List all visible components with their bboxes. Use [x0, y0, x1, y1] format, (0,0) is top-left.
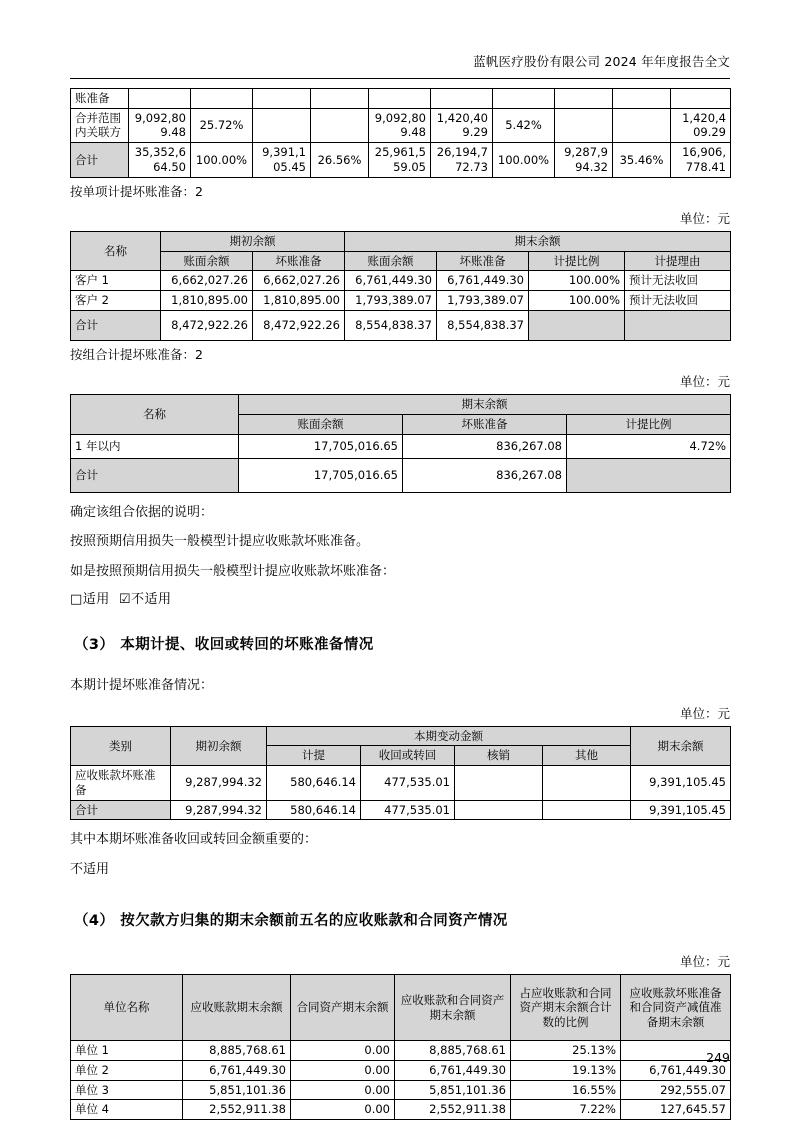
cell: 7.22%	[511, 1100, 621, 1120]
cell: 25,961,559.05	[369, 143, 431, 177]
cell: 9,287,994.32	[171, 766, 267, 800]
cell: 477,535.01	[361, 800, 455, 820]
cell: 0.00	[291, 1060, 395, 1080]
table-row	[71, 766, 731, 800]
cell: 5,851,101.36	[183, 1080, 291, 1100]
cell: 9,391,105.45	[631, 766, 731, 800]
cell: 预计无法收回	[625, 271, 731, 291]
cell-unit-name: 单位 4	[71, 1100, 183, 1120]
cell-aging-label: 1 年以内	[71, 434, 239, 458]
header-opening-balance: 期初余额	[161, 231, 345, 251]
page-header	[70, 52, 730, 79]
top-five-debtors-table	[70, 974, 731, 1120]
cell: 100.00%	[529, 271, 625, 291]
header-ratio: 占应收账款和合同资产期末余额合计数的比例	[511, 975, 621, 1041]
cell: 0.00	[291, 1080, 395, 1100]
header-name: 名称	[71, 231, 161, 270]
cell: 9,287,994.32	[171, 800, 267, 820]
cell	[529, 310, 625, 340]
cell: 0.00	[291, 1100, 395, 1120]
cell: 9,092,809.48	[369, 108, 431, 142]
table-header-row	[71, 251, 731, 271]
applicability-options	[70, 588, 730, 607]
cell: 8,554,838.37	[437, 310, 529, 340]
header-closing-balance: 期末余额	[345, 231, 731, 251]
table-row	[71, 1080, 731, 1100]
cell	[455, 800, 543, 820]
cell	[191, 89, 253, 109]
cell: 836,267.08	[403, 434, 567, 458]
cell-total-label: 合计	[71, 800, 171, 820]
cell	[369, 89, 431, 109]
cell-category: 应收账款坏账准备	[71, 766, 171, 800]
cell: 1,420,409.29	[431, 108, 493, 142]
cell	[555, 108, 613, 142]
continued-aging-table	[70, 88, 731, 178]
cell: 26.56%	[311, 143, 369, 177]
header-provision: 计提	[267, 746, 361, 766]
section-3-footnote-question: 其中本期坏账准备收回或转回金额重要的：	[70, 832, 318, 848]
header-closing-balance: 期末余额	[631, 726, 731, 765]
cell: 1,793,389.07	[437, 291, 529, 311]
checkbox-applicable[interactable]: □	[70, 592, 83, 608]
table-header-row	[71, 726, 731, 746]
header-written-off: 核销	[455, 746, 543, 766]
cell	[311, 108, 369, 142]
cell: 127,645.57	[621, 1100, 731, 1120]
cell: 8,885,768.61	[395, 1041, 511, 1061]
checkbox-not-applicable[interactable]: ☑	[118, 592, 131, 608]
cell-unit-name: 单位 1	[71, 1041, 183, 1061]
cell: 35,352,664.50	[129, 143, 191, 177]
cell	[455, 766, 543, 800]
section-3-heading	[74, 633, 730, 654]
cell: 17,705,016.65	[239, 434, 403, 458]
header-closing-balance: 期末余额	[239, 395, 731, 415]
header-impairment-closing: 应收账款坏账准备和合同资产减值准备期末余额	[621, 975, 731, 1041]
cell: 9,391,105.45	[631, 800, 731, 820]
cell	[543, 800, 631, 820]
cell: 100.00%	[493, 143, 555, 177]
cell: 100.00%	[529, 291, 625, 311]
cell-row-label: 合计	[71, 143, 129, 177]
single-provision-caption: 按单项计提坏账准备：2	[70, 183, 203, 199]
single-item-provision-table	[70, 231, 731, 341]
header-contract-asset-closing: 合同资产期末余额	[291, 975, 395, 1041]
cell-row-label: 账准备	[71, 89, 129, 109]
cell: 580,646.14	[267, 766, 361, 800]
table-row	[71, 1100, 731, 1120]
cell: 35.46%	[613, 143, 671, 177]
table-row	[71, 291, 731, 311]
cell	[613, 89, 671, 109]
unit-label-group: 单位：元	[679, 374, 730, 390]
cell: 6,761,449.30	[395, 1060, 511, 1080]
cell	[493, 89, 555, 109]
table-row	[71, 434, 731, 458]
cell: 1,420,409.29	[671, 108, 731, 142]
header-ar-closing: 应收账款期末余额	[183, 975, 291, 1041]
table-row-total	[71, 310, 731, 340]
cell: 25.72%	[191, 108, 253, 142]
cell: 6,662,027.26	[161, 271, 253, 291]
cell	[671, 89, 731, 109]
cell: 6,761,449.30	[621, 1060, 731, 1080]
table-header-row	[71, 395, 731, 415]
cell	[543, 766, 631, 800]
cell: 1,793,389.07	[345, 291, 437, 311]
header-opening-balance: 期初余额	[171, 726, 267, 765]
cell: 6,761,449.30	[345, 271, 437, 291]
cell: 5,851,101.36	[395, 1080, 511, 1100]
cell: 预计无法收回	[625, 291, 731, 311]
cell-customer-name: 客户 1	[71, 271, 161, 291]
table-header-row	[71, 231, 731, 251]
cell: 477,535.01	[361, 766, 455, 800]
header-open-book-balance: 账面余额	[161, 251, 253, 271]
group-basis-body: 按照预期信用损失一般模型计提应收账款坏账准备。	[70, 534, 370, 550]
cell: 16,906,778.41	[671, 143, 731, 177]
header-provision-reason: 计提理由	[625, 251, 731, 271]
cell: 9,287,994.32	[555, 143, 613, 177]
cell	[625, 310, 731, 340]
table-row	[71, 89, 731, 109]
header-close-bad-debt: 坏账准备	[437, 251, 529, 271]
section-3-index: （3）	[74, 637, 115, 654]
cell: 6,761,449.30	[183, 1060, 291, 1080]
header-recovered: 收回或转回	[361, 746, 455, 766]
page-content	[70, 88, 730, 1120]
cell	[613, 108, 671, 142]
header-ar-and-contract-closing: 应收账款和合同资产期末余额	[395, 975, 511, 1041]
bad-debt-movement-table	[70, 726, 731, 821]
cell: 580,646.14	[267, 800, 361, 820]
table-row	[71, 108, 731, 142]
unit-label-section3: 单位：元	[679, 705, 730, 721]
cell: 19.13%	[511, 1060, 621, 1080]
cell	[555, 89, 613, 109]
cell: 8,472,922.26	[253, 310, 345, 340]
header-open-bad-debt: 坏账准备	[253, 251, 345, 271]
label-not-applicable: 不适用	[130, 592, 172, 608]
table-row-total	[71, 800, 731, 820]
group-basis-title: 确定该组合依据的说明：	[70, 504, 214, 520]
cell: 17,705,016.65	[239, 458, 403, 492]
header-provision-ratio: 计提比例	[567, 414, 731, 434]
cell: 2,552,911.38	[395, 1100, 511, 1120]
header-close-book-balance: 账面余额	[345, 251, 437, 271]
table-row	[71, 1060, 731, 1080]
header-unit-name: 单位名称	[71, 975, 183, 1041]
cell: 8,554,838.37	[345, 310, 437, 340]
cell-total-label: 合计	[71, 310, 161, 340]
table-header-row	[71, 975, 731, 1041]
header-bad-debt: 坏账准备	[403, 414, 567, 434]
section-4-index: （4）	[74, 913, 115, 930]
cell	[253, 89, 311, 109]
cell: 26,194,772.73	[431, 143, 493, 177]
table-row	[71, 1041, 731, 1061]
section-4-title: 按欠款方归集的期末余额前五名的应收账款和合同资产情况	[120, 913, 508, 930]
cell: 0.00	[291, 1041, 395, 1061]
header-provision-ratio: 计提比例	[529, 251, 625, 271]
cell-unit-name: 单位 2	[71, 1060, 183, 1080]
cell	[311, 89, 369, 109]
cell-row-label: 合并范围内关联方	[71, 108, 129, 142]
cell-customer-name: 客户 2	[71, 291, 161, 311]
cell: 100.00%	[191, 143, 253, 177]
cell: 1,810,895.00	[161, 291, 253, 311]
cell: 5.42%	[493, 108, 555, 142]
section-3-title: 本期计提、收回或转回的坏账准备情况	[120, 637, 374, 654]
cell-unit-name: 单位 3	[71, 1080, 183, 1100]
cell: 4.72%	[567, 434, 731, 458]
cell: 2,552,911.38	[183, 1100, 291, 1120]
cell: 292,555.07	[621, 1080, 731, 1100]
table-row-total	[71, 458, 731, 492]
cell: 8,885,768.61	[183, 1041, 291, 1061]
header-other: 其他	[543, 746, 631, 766]
header-change-group: 本期变动金额	[267, 726, 631, 746]
unit-label-single: 单位：元	[679, 210, 730, 226]
group-provision-table	[70, 394, 731, 492]
section-3-footnote-answer: 不适用	[70, 861, 110, 877]
header-category: 类别	[71, 726, 171, 765]
table-row-total	[71, 143, 731, 177]
cell	[253, 108, 311, 142]
header-book-balance: 账面余额	[239, 414, 403, 434]
cell: 6,761,449.30	[437, 271, 529, 291]
cell-total-label: 合计	[71, 458, 239, 492]
unit-label-section4: 单位：元	[679, 954, 730, 970]
group-basis-question: 如是按照预期信用损失一般模型计提应收账款坏账准备：	[70, 563, 396, 579]
cell: 836,267.08	[403, 458, 567, 492]
page-number: 249	[706, 1050, 730, 1065]
cell	[129, 89, 191, 109]
cell: 9,092,809.48	[129, 108, 191, 142]
cell: 25.13%	[511, 1041, 621, 1061]
cell: 1,810,895.00	[253, 291, 345, 311]
table-row	[71, 271, 731, 291]
cell: 8,472,922.26	[161, 310, 253, 340]
cell: 16.55%	[511, 1080, 621, 1100]
header-name: 名称	[71, 395, 239, 434]
cell: 6,662,027.26	[253, 271, 345, 291]
section-3-lead: 本期计提坏账准备情况：	[70, 678, 214, 694]
group-provision-caption: 按组合计提坏账准备：2	[70, 346, 203, 362]
cell: 9,391,105.45	[253, 143, 311, 177]
cell	[431, 89, 493, 109]
page-header-title: 蓝帆医疗股份有限公司 2024 年年度报告全文	[473, 54, 730, 69]
cell	[567, 458, 731, 492]
section-4-heading	[74, 909, 730, 930]
label-applicable: 适用	[82, 592, 110, 608]
